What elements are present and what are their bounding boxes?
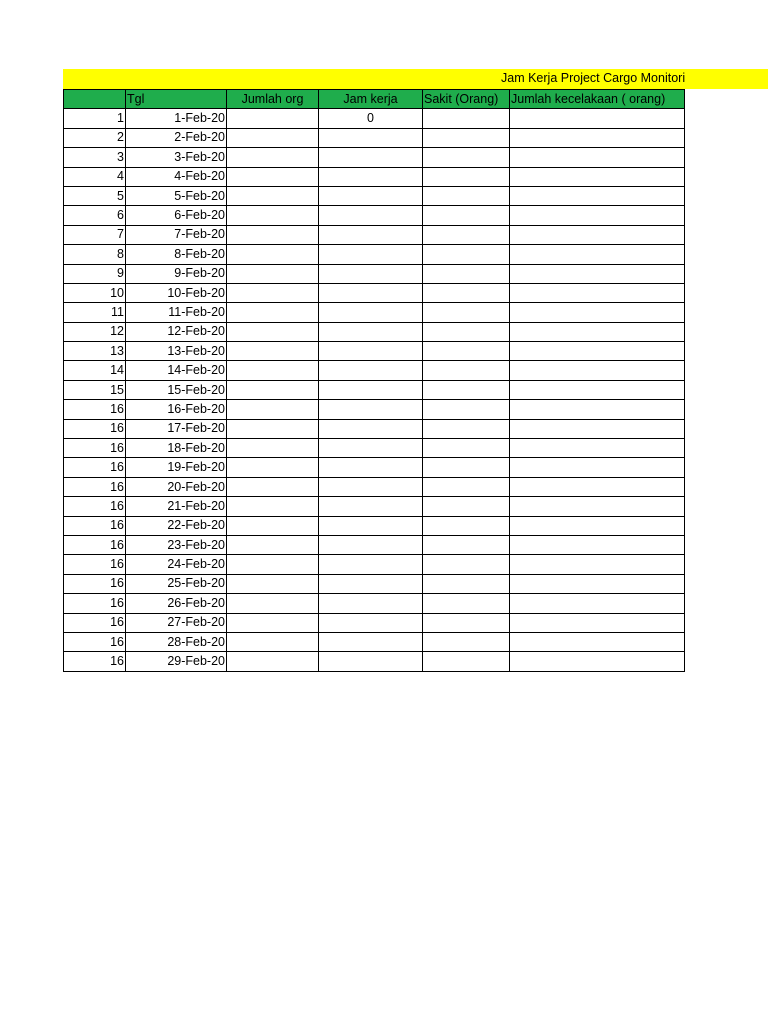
cell-jumlah-kecelakaan[interactable]: [510, 574, 685, 593]
table-row: [64, 186, 685, 205]
cell-no[interactable]: 16: [64, 574, 126, 593]
cell-no[interactable]: 5: [64, 186, 126, 205]
cell-jam-kerja[interactable]: [319, 535, 423, 554]
cell-tgl[interactable]: 17-Feb-20: [126, 419, 227, 438]
cell-jumlah-org[interactable]: [227, 594, 319, 613]
cell-jam-kerja[interactable]: [319, 264, 423, 283]
cell-jumlah-kecelakaan[interactable]: [510, 555, 685, 574]
table-row: [64, 225, 685, 244]
cell-sakit[interactable]: [423, 419, 510, 438]
cell-jumlah-kecelakaan[interactable]: [510, 535, 685, 554]
cell-tgl[interactable]: 22-Feb-20: [126, 516, 227, 535]
header-no[interactable]: [64, 90, 126, 109]
cell-tgl[interactable]: 25-Feb-20: [126, 574, 227, 593]
header-tgl[interactable]: Tgl: [126, 90, 227, 109]
cell-jumlah-kecelakaan[interactable]: [510, 477, 685, 496]
cell-sakit[interactable]: [423, 264, 510, 283]
cell-jumlah-kecelakaan[interactable]: [510, 283, 685, 302]
cell-sakit[interactable]: [423, 400, 510, 419]
table-row: [64, 400, 685, 419]
cell-tgl[interactable]: 27-Feb-20: [126, 613, 227, 632]
cell-tgl[interactable]: 15-Feb-20: [126, 380, 227, 399]
cell-jumlah-kecelakaan[interactable]: [510, 109, 685, 128]
cell-jumlah-org[interactable]: [227, 167, 319, 186]
cell-no[interactable]: 1: [64, 109, 126, 128]
sheet-title: Jam Kerja Project Cargo Monitori: [501, 71, 686, 85]
cell-jam-kerja[interactable]: [319, 167, 423, 186]
cell-tgl[interactable]: 8-Feb-20: [126, 245, 227, 264]
cell-tgl[interactable]: 28-Feb-20: [126, 632, 227, 651]
cell-sakit[interactable]: [423, 613, 510, 632]
cell-jumlah-org[interactable]: [227, 380, 319, 399]
cell-tgl[interactable]: 20-Feb-20: [126, 477, 227, 496]
cell-jumlah-kecelakaan[interactable]: [510, 264, 685, 283]
cell-jumlah-kecelakaan[interactable]: [510, 225, 685, 244]
table-row: [64, 245, 685, 264]
cell-jumlah-kecelakaan[interactable]: [510, 400, 685, 419]
cell-jumlah-kecelakaan[interactable]: [510, 380, 685, 399]
cell-jam-kerja[interactable]: [319, 555, 423, 574]
cell-jumlah-org[interactable]: [227, 632, 319, 651]
cell-jumlah-org[interactable]: [227, 497, 319, 516]
work-hours-table: [63, 89, 685, 672]
cell-tgl[interactable]: 3-Feb-20: [126, 148, 227, 167]
cell-tgl[interactable]: 19-Feb-20: [126, 458, 227, 477]
cell-tgl[interactable]: 6-Feb-20: [126, 206, 227, 225]
cell-jumlah-kecelakaan[interactable]: [510, 148, 685, 167]
cell-sakit[interactable]: [423, 342, 510, 361]
cell-no[interactable]: 2: [64, 128, 126, 147]
table-row: [64, 109, 685, 128]
cell-tgl[interactable]: 24-Feb-20: [126, 555, 227, 574]
cell-jumlah-kecelakaan[interactable]: [510, 206, 685, 225]
cell-jam-kerja[interactable]: [319, 128, 423, 147]
cell-jumlah-kecelakaan[interactable]: [510, 632, 685, 651]
cell-sakit[interactable]: [423, 186, 510, 205]
cell-jumlah-org[interactable]: [227, 342, 319, 361]
cell-jumlah-org[interactable]: [227, 574, 319, 593]
cell-sakit[interactable]: [423, 574, 510, 593]
cell-tgl[interactable]: 29-Feb-20: [126, 652, 227, 671]
cell-jumlah-org[interactable]: [227, 400, 319, 419]
cell-jumlah-org[interactable]: [227, 225, 319, 244]
table-row: [64, 516, 685, 535]
cell-jumlah-kecelakaan[interactable]: [510, 419, 685, 438]
cell-jam-kerja[interactable]: [319, 458, 423, 477]
table-row: [64, 535, 685, 554]
header-jumlah-org[interactable]: Jumlah org: [227, 90, 319, 109]
cell-jumlah-org[interactable]: [227, 458, 319, 477]
cell-tgl[interactable]: 16-Feb-20: [126, 400, 227, 419]
header-jumlah-kecelakaan[interactable]: Jumlah kecelakaan ( orang): [510, 90, 685, 109]
cell-tgl[interactable]: 12-Feb-20: [126, 322, 227, 341]
cell-tgl[interactable]: 10-Feb-20: [126, 283, 227, 302]
cell-sakit[interactable]: [423, 516, 510, 535]
cell-sakit[interactable]: [423, 594, 510, 613]
cell-jam-kerja[interactable]: [319, 613, 423, 632]
cell-no[interactable]: 12: [64, 322, 126, 341]
table-row: [64, 555, 685, 574]
cell-jumlah-kecelakaan[interactable]: [510, 458, 685, 477]
cell-tgl[interactable]: 13-Feb-20: [126, 342, 227, 361]
cell-tgl[interactable]: 18-Feb-20: [126, 439, 227, 458]
cell-jumlah-org[interactable]: [227, 613, 319, 632]
cell-no[interactable]: 13: [64, 342, 126, 361]
cell-jam-kerja[interactable]: [319, 361, 423, 380]
cell-sakit[interactable]: [423, 109, 510, 128]
cell-jumlah-org[interactable]: [227, 516, 319, 535]
cell-sakit[interactable]: [423, 167, 510, 186]
cell-jam-kerja[interactable]: [319, 206, 423, 225]
cell-sakit[interactable]: [423, 148, 510, 167]
cell-jumlah-kecelakaan[interactable]: [510, 516, 685, 535]
cell-sakit[interactable]: [423, 535, 510, 554]
cell-sakit[interactable]: [423, 439, 510, 458]
table-row: [64, 361, 685, 380]
cell-no[interactable]: 16: [64, 400, 126, 419]
cell-jam-kerja[interactable]: [319, 342, 423, 361]
cell-jumlah-org[interactable]: [227, 128, 319, 147]
cell-sakit[interactable]: [423, 283, 510, 302]
cell-jumlah-org[interactable]: [227, 361, 319, 380]
cell-jumlah-org[interactable]: [227, 303, 319, 322]
cell-sakit[interactable]: [423, 652, 510, 671]
cell-jam-kerja[interactable]: [319, 652, 423, 671]
table-row: [64, 652, 685, 671]
table-row: [64, 342, 685, 361]
cell-sakit[interactable]: [423, 361, 510, 380]
cell-no[interactable]: 14: [64, 361, 126, 380]
table-row: [64, 303, 685, 322]
cell-jumlah-kecelakaan[interactable]: [510, 439, 685, 458]
cell-tgl[interactable]: 7-Feb-20: [126, 225, 227, 244]
cell-no[interactable]: 16: [64, 555, 126, 574]
cell-sakit[interactable]: [423, 458, 510, 477]
cell-tgl[interactable]: 9-Feb-20: [126, 264, 227, 283]
cell-jumlah-kecelakaan[interactable]: [510, 594, 685, 613]
cell-jam-kerja[interactable]: [319, 186, 423, 205]
table-row: [64, 419, 685, 438]
cell-tgl[interactable]: 1-Feb-20: [126, 109, 227, 128]
cell-tgl[interactable]: 26-Feb-20: [126, 594, 227, 613]
cell-sakit[interactable]: [423, 128, 510, 147]
cell-no[interactable]: 16: [64, 632, 126, 651]
cell-jam-kerja[interactable]: [319, 400, 423, 419]
cell-jumlah-org[interactable]: [227, 419, 319, 438]
table-row: [64, 380, 685, 399]
cell-sakit[interactable]: [423, 245, 510, 264]
cell-no[interactable]: 16: [64, 497, 126, 516]
cell-jam-kerja[interactable]: [319, 380, 423, 399]
cell-jumlah-org[interactable]: [227, 322, 319, 341]
cell-jumlah-kecelakaan[interactable]: [510, 613, 685, 632]
cell-tgl[interactable]: 4-Feb-20: [126, 167, 227, 186]
cell-jumlah-kecelakaan[interactable]: [510, 322, 685, 341]
cell-no[interactable]: 7: [64, 225, 126, 244]
cell-jumlah-kecelakaan[interactable]: [510, 342, 685, 361]
cell-no[interactable]: 10: [64, 283, 126, 302]
table-row: [64, 206, 685, 225]
cell-tgl[interactable]: 21-Feb-20: [126, 497, 227, 516]
cell-sakit[interactable]: [423, 380, 510, 399]
cell-no[interactable]: 8: [64, 245, 126, 264]
cell-no[interactable]: 16: [64, 419, 126, 438]
cell-sakit[interactable]: [423, 322, 510, 341]
cell-jam-kerja[interactable]: [319, 225, 423, 244]
cell-sakit[interactable]: [423, 303, 510, 322]
cell-jam-kerja[interactable]: 0: [319, 109, 423, 128]
cell-tgl[interactable]: 11-Feb-20: [126, 303, 227, 322]
table-row: [64, 322, 685, 341]
cell-tgl[interactable]: 14-Feb-20: [126, 361, 227, 380]
cell-jumlah-org[interactable]: [227, 535, 319, 554]
cell-jam-kerja[interactable]: [319, 322, 423, 341]
cell-jumlah-kecelakaan[interactable]: [510, 652, 685, 671]
cell-no[interactable]: 16: [64, 652, 126, 671]
cell-tgl[interactable]: 5-Feb-20: [126, 186, 227, 205]
cell-no[interactable]: 4: [64, 167, 126, 186]
header-row: [64, 90, 685, 109]
cell-jumlah-kecelakaan[interactable]: [510, 303, 685, 322]
table-row: [64, 264, 685, 283]
cell-jam-kerja[interactable]: [319, 148, 423, 167]
table-row: [64, 497, 685, 516]
cell-sakit[interactable]: [423, 497, 510, 516]
cell-jumlah-kecelakaan[interactable]: [510, 167, 685, 186]
cell-sakit[interactable]: [423, 555, 510, 574]
cell-tgl[interactable]: 2-Feb-20: [126, 128, 227, 147]
table-row: [64, 148, 685, 167]
cell-jumlah-kecelakaan[interactable]: [510, 497, 685, 516]
cell-jumlah-org[interactable]: [227, 206, 319, 225]
cell-jam-kerja[interactable]: [319, 245, 423, 264]
cell-jumlah-kecelakaan[interactable]: [510, 245, 685, 264]
table-row: [64, 128, 685, 147]
cell-jumlah-org[interactable]: [227, 109, 319, 128]
cell-no[interactable]: 16: [64, 613, 126, 632]
cell-jam-kerja[interactable]: [319, 497, 423, 516]
cell-tgl[interactable]: 23-Feb-20: [126, 535, 227, 554]
cell-jam-kerja[interactable]: [319, 516, 423, 535]
cell-no[interactable]: 16: [64, 594, 126, 613]
cell-jam-kerja[interactable]: [319, 477, 423, 496]
table-body: [64, 109, 685, 671]
cell-jumlah-org[interactable]: [227, 477, 319, 496]
cell-jumlah-org[interactable]: [227, 245, 319, 264]
cell-sakit[interactable]: [423, 477, 510, 496]
header-sakit[interactable]: Sakit (Orang): [423, 90, 510, 109]
cell-jumlah-org[interactable]: [227, 555, 319, 574]
header-jam-kerja[interactable]: Jam kerja: [319, 90, 423, 109]
cell-no[interactable]: 11: [64, 303, 126, 322]
cell-jam-kerja[interactable]: [319, 574, 423, 593]
cell-no[interactable]: 16: [64, 535, 126, 554]
cell-jumlah-org[interactable]: [227, 148, 319, 167]
cell-jumlah-kecelakaan[interactable]: [510, 361, 685, 380]
cell-no[interactable]: 6: [64, 206, 126, 225]
table-row: [64, 632, 685, 651]
cell-sakit[interactable]: [423, 225, 510, 244]
cell-no[interactable]: 16: [64, 477, 126, 496]
table-row: [64, 477, 685, 496]
cell-no[interactable]: 16: [64, 439, 126, 458]
cell-no[interactable]: 3: [64, 148, 126, 167]
cell-jumlah-org[interactable]: [227, 264, 319, 283]
cell-sakit[interactable]: [423, 632, 510, 651]
table-row: [64, 167, 685, 186]
cell-jumlah-org[interactable]: [227, 186, 319, 205]
cell-jam-kerja[interactable]: [319, 283, 423, 302]
cell-jam-kerja[interactable]: [319, 439, 423, 458]
cell-jumlah-org[interactable]: [227, 652, 319, 671]
cell-no[interactable]: 16: [64, 516, 126, 535]
cell-jam-kerja[interactable]: [319, 303, 423, 322]
cell-sakit[interactable]: [423, 206, 510, 225]
cell-no[interactable]: 16: [64, 458, 126, 477]
table-row: [64, 283, 685, 302]
cell-jumlah-org[interactable]: [227, 283, 319, 302]
cell-jam-kerja[interactable]: [319, 594, 423, 613]
cell-jumlah-kecelakaan[interactable]: [510, 128, 685, 147]
table-row: [64, 458, 685, 477]
title-bar: [63, 69, 768, 89]
cell-jam-kerja[interactable]: [319, 419, 423, 438]
cell-no[interactable]: 9: [64, 264, 126, 283]
table-row: [64, 594, 685, 613]
table-row: [64, 439, 685, 458]
table-row: [64, 574, 685, 593]
cell-jam-kerja[interactable]: [319, 632, 423, 651]
cell-jumlah-org[interactable]: [227, 439, 319, 458]
cell-jumlah-kecelakaan[interactable]: [510, 186, 685, 205]
table-row: [64, 613, 685, 632]
cell-no[interactable]: 15: [64, 380, 126, 399]
